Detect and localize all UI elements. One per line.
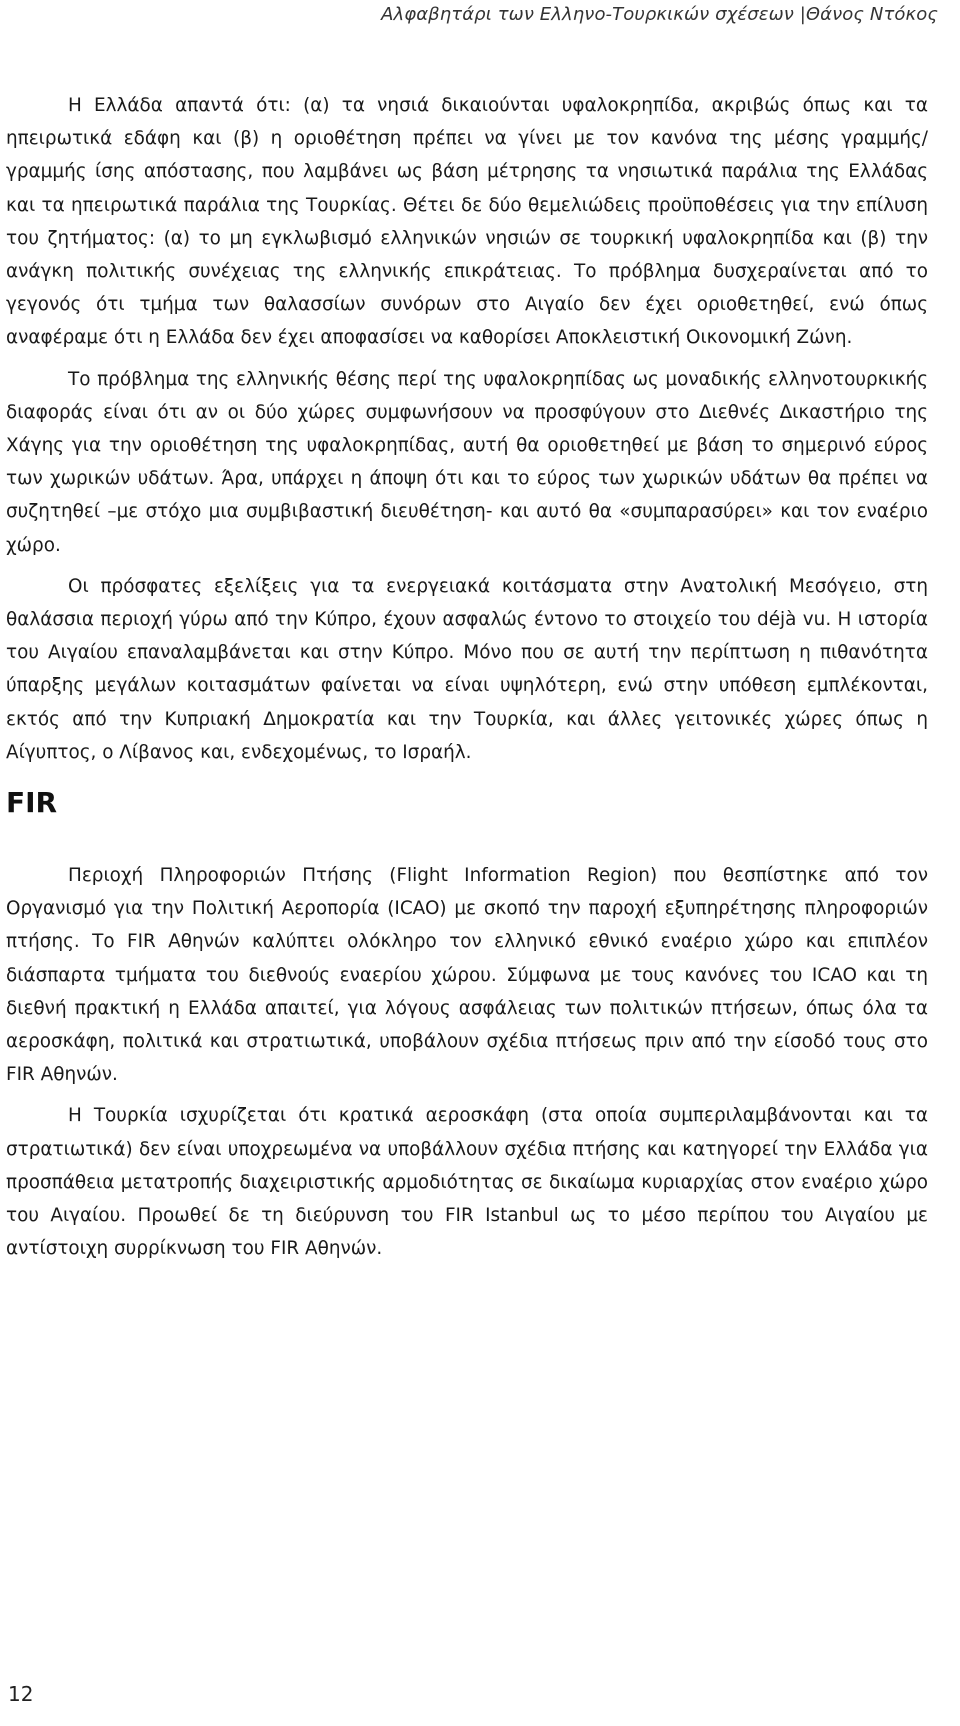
page-number: 12 bbox=[8, 1682, 34, 1706]
running-header: Αλφαβητάρι των Ελληνο-Τουρκικών σχέσεων |Θάνος Ντόκος bbox=[381, 4, 938, 25]
paragraph-continental-shelf-greek-position: Η Ελλάδα απαντά ότι: (α) τα νησιά δικαιούνται υφαλοκρηπίδα, ακριβώς όπως και τα ηπειρωτικά εδάφη και (β) η οριοθέτηση πρέπει να γίνει με τον κανόνα της μέσης γραμμής/γραμμής ίσης απόστασης, που λαμβάνει ως βάση μέτρησης τα νησιωτικά παράλια της Ελλάδας και τα ηπειρωτικά παράλια της Τουρκίας. Θέτει δε δύο θεμελιώδεις προϋποθέσεις για την επίλυση του ζητήματος: (α) το μη εγκλωβισμό ελληνικών νησιών σε τουρκική υφαλοκρηπίδα και (β) την ανάγκη πολιτικής συνέχειας της ελληνικής επικράτειας. Το πρόβλημα δυσχεραίνεται από το γεγονός ότι τμήμα των θαλασσίων συνόρων στο Αιγαίο δεν έχει οριοθετηθεί, ενώ όπως αναφέραμε ότι η Ελλάδα δεν έχει αποφασίσει να καθορίσει Αποκλειστική Οικονομική Ζώνη. bbox=[6, 95, 928, 349]
paragraph-turkish-position-fir: Η Τουρκία ισχυρίζεται ότι κρατικά αεροσκάφη (στα οποία συμπεριλαμβάνονται και τα στρατιωτικά) δεν είναι υποχρεωμένα να υποβάλλουν σχέδια πτήσης και κατηγορεί την Ελλάδα για προσπάθεια μετατροπής διαχειριστικής αρμοδιότητας σε δικαίωμα κυριαρχίας στον εναέριο χώρο του Αιγαίου. Προωθεί δε τη διεύρυνση του FIR Istanbul ως το μέσο περίπου του Αιγαίου με αντίστοιχη συρρίκνωση του FIR Αθηνών. bbox=[6, 1105, 928, 1260]
paragraph-east-mediterranean: Οι πρόσφατες εξελίξεις για τα ενεργειακά κοιτάσματα στην Ανατολική Μεσόγειο, στη θαλάσσια περιοχή γύρω από την Κύπρο, έχουν ασφαλώς έντονο το στοιχείο του déjà vu. Η ιστορία του Αιγαίου επαναλαμβάνεται και στην Κύπρο. Μόνο που σε αυτή την περίπτωση η πιθανότητα ύπαρξης μεγάλων κοιτασμάτων φαίνεται να είναι υψηλότερη, ενώ στην υπόθεση εμπλέκονται, εκτός από την Κυπριακή Δημοκρατία και την Τουρκία, και άλλες γειτονικές χώρες όπως η Αίγυπτος, ο Λίβανος και, ενδεχομένως, το Ισραήλ. bbox=[6, 575, 928, 763]
paragraph-hague-court-problem: Το πρόβλημα της ελληνικής θέσης περί της υφαλοκρηπίδας ως μοναδικής ελληνοτουρκικής διαφοράς είναι ότι αν οι δύο χώρες συμφωνήσουν να προσφύγουν στο Διεθνές Δικαστήριο της Χάγης για την οριοθέτηση της υφαλοκρηπίδας, αυτή θα οριοθετηθεί με βάση το σημερινό εύρος των χωρικών υδάτων. Άρα, υπάρχει η άποψη ότι και το εύρος των χωρικών υδάτων θα πρέπει να συζητηθεί –με στόχο μια συμβιβαστική διευθέτηση- και αυτό θα «συμπαρασύρει» και τον εναέριο χώρο. bbox=[6, 368, 928, 556]
document-body bbox=[6, 89, 928, 1266]
paragraph-fir-definition: Περιοχή Πληροφοριών Πτήσης (Flight Information Region) που θεσπίστηκε από τον Οργανισμό για την Πολιτική Αεροπορία (ICAO) με σκοπό την παροχή εξυπηρέτησης πληροφοριών πτήσης. Το FIR Αθηνών καλύπτει ολόκληρο τον ελληνικό εθνικό εναέριο χώρο και επιπλέον διάσπαρτα τμήματα του διεθνούς εναερίου χώρου. Σύμφωνα με τους κανόνες του ICAO και τη διεθνή πρακτική η Ελλάδα απαιτεί, για λόγους ασφάλειας των πολιτικών πτήσεων, όπως όλα τα αεροσκάφη, πολιτικά και στρατιωτικά, υποβάλουν σχέδια πτήσεως πριν από την είσοδό τους στο FIR Αθηνών. bbox=[6, 865, 928, 1086]
section-heading-fir: FIR bbox=[6, 786, 58, 820]
